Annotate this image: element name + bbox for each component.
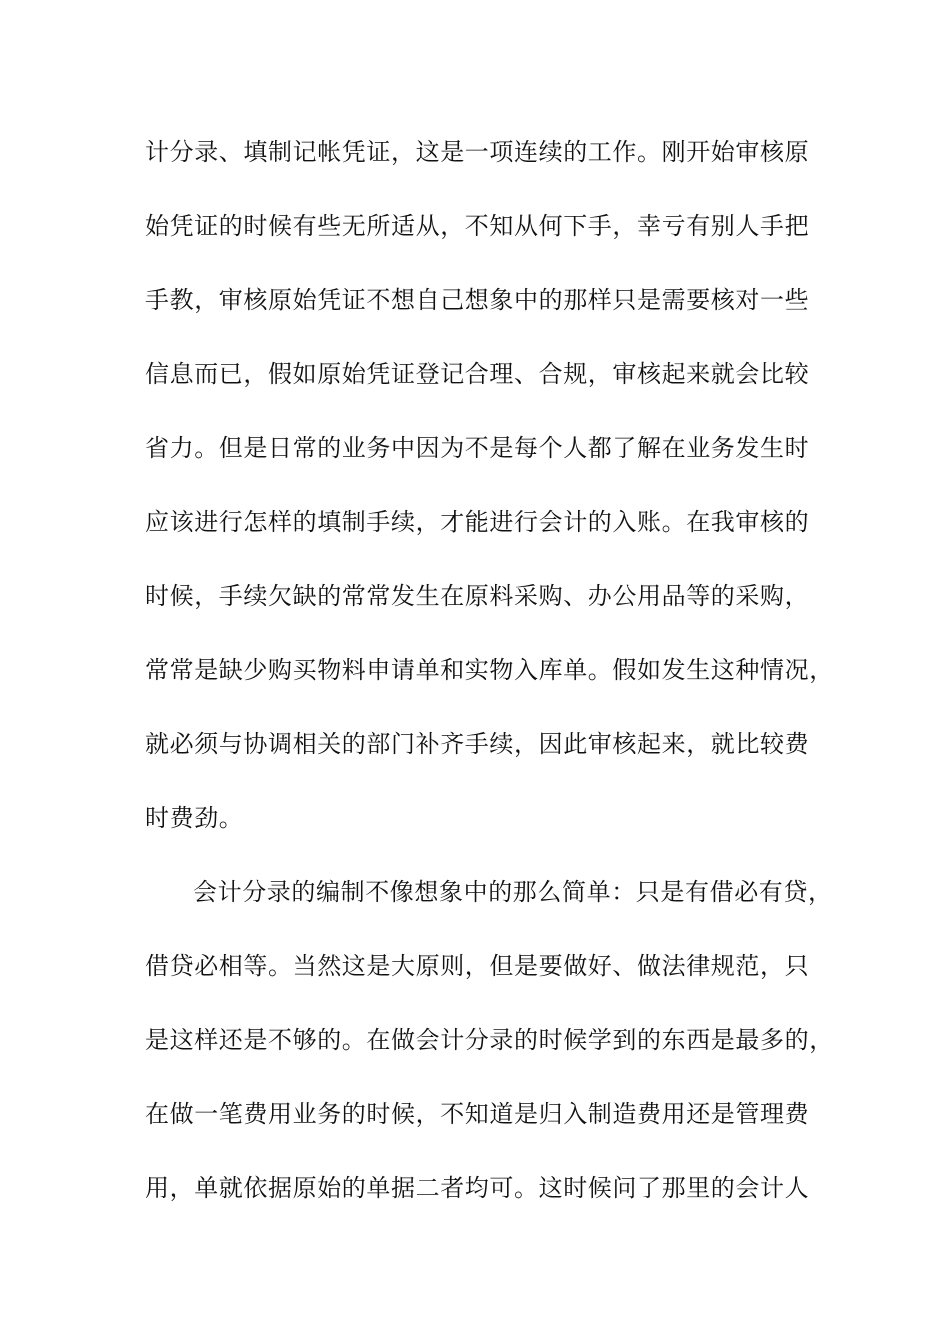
paragraph-1 (145, 131, 835, 871)
paragraph-2 (145, 871, 835, 1241)
text-line: 是这样还是不够的。在做会计分录的时候学到的东西是最多的， (145, 1026, 834, 1054)
text-line: 借贷必相等。当然这是大原则，但是要做好、做法律规范，只 (145, 952, 810, 980)
text-line: 时费劲。 (145, 804, 244, 832)
text-line-indented: 会计分录的编制不像想象中的那么简单：只是有借必有贷， (193, 878, 833, 906)
text-line: 始凭证的时候有些无所适从，不知从何下手，幸亏有别人手把 (145, 212, 810, 240)
text-line: 用，单就依据原始的单据二者均可。这时候问了那里的会计人 (145, 1174, 810, 1202)
text-line: 计分录、填制记帐凭证，这是一项连续的工作。刚开始审核原 (145, 138, 810, 166)
text-line: 在做一笔费用业务的时候，不知道是归入制造费用还是管理费 (145, 1100, 810, 1128)
text-line: 应该进行怎样的填制手续，才能进行会计的入账。在我审核的 (145, 508, 810, 536)
text-line: 手教，审核原始凭证不想自己想象中的那样只是需要核对一些 (145, 286, 810, 314)
body-text (145, 131, 835, 1241)
text-line: 信息而已，假如原始凭证登记合理、合规，审核起来就会比较 (145, 360, 810, 388)
text-line: 时候，手续欠缺的常常发生在原料采购、办公用品等的采购， (145, 582, 810, 610)
text-line: 常常是缺少购买物料申请单和实物入库单。假如发生这种情况， (145, 656, 834, 684)
text-line: 就必须与协调相关的部门补齐手续，因此审核起来，就比较费 (145, 730, 810, 758)
text-line: 省力。但是日常的业务中因为不是每个人都了解在业务发生时 (145, 434, 810, 462)
